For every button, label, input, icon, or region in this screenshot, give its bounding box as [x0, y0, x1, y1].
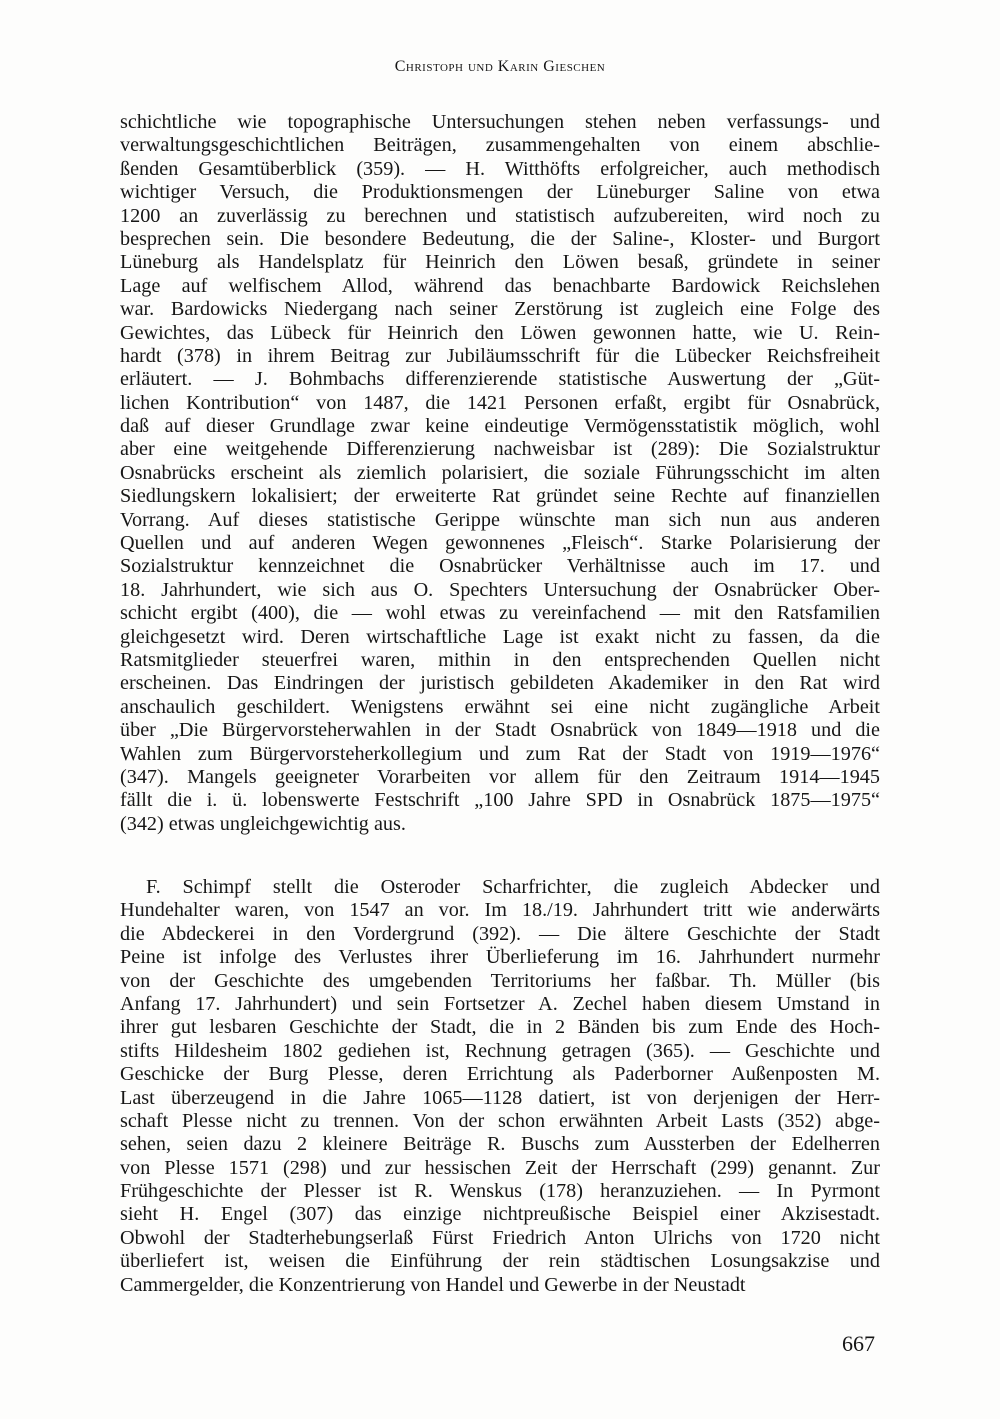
text-line: Lüneburg als Handelsplatz für Heinrich den Löwen besaß, gründete in seiner: [120, 251, 880, 274]
paragraph-1: [120, 111, 880, 836]
text-line: sehen, seien dazu 2 kleinere Beiträge R. Buschs zum Aussterben der Edelherren: [120, 1133, 880, 1156]
text-line: ihrer gut lesbaren Geschichte der Stadt, die in 2 Bänden bis zum Ende des Hoch-: [120, 1016, 880, 1039]
text-line: sieht H. Engel (307) das einzige nichtpreußische Beispiel einer Akzisestadt.: [120, 1203, 880, 1226]
text-line: Lage auf welfischem Allod, während das benachbarte Bardowick Reichslehen: [120, 274, 880, 297]
text-line: schicht ergibt (400), die — wohl etwas zu vereinfachend — mit den Ratsfamilien: [120, 602, 880, 625]
text-line: aber eine weitgehende Differenzierung nachweisbar ist (289): Die Sozialstruktur: [120, 438, 880, 461]
text-line: schaft Plesse nicht zu trennen. Von der schon erwähnten Arbeit Lasts (352) abge-: [120, 1109, 880, 1132]
text-line: Vorrang. Auf dieses statistische Gerippe wünschte man sich nun aus anderen: [120, 508, 880, 531]
text-line: schichtliche wie topographische Untersuchungen stehen neben verfassungs- und: [120, 111, 880, 133]
text-line: besprechen sein. Die besondere Bedeutung, die der Saline-, Kloster- und Burgort: [120, 227, 880, 250]
page-number: 667: [842, 1331, 875, 1356]
text-line: (347). Mangels geeigneter Vorarbeiten vor allem für den Zeitraum 1914—1945: [120, 765, 880, 788]
text-line: Frühgeschichte der Plesser ist R. Wenskus (178) heranzuziehen. — In Pyrmont: [120, 1180, 880, 1203]
text-line: Anfang 17. Jahrhundert) und sein Fortsetzer A. Zechel haben diesem Umstand in: [120, 992, 880, 1015]
text-line: wichtiger Versuch, die Produktionsmengen der Lüneburger Saline von etwa: [120, 181, 880, 204]
text-line: Siedlungskern lokalisiert; der erweiterte Rat gründet seine Rechte auf finanziellen: [120, 485, 880, 508]
text-line: (342) etwas ungleichgewichtig aus.: [120, 812, 406, 835]
text-line: hardt (378) in ihrem Beitrag zur Jubiläumsschrift für die Lübecker Reichsfreiheit: [120, 344, 880, 367]
text-line: Gewichtes, das Lübeck für Heinrich den Löwen gewonnen hatte, wie U. Rein-: [120, 321, 880, 344]
text-line: war. Bardowicks Niedergang nach seiner Zerstörung ist zugleich eine Folge des: [120, 298, 880, 321]
text-line: Ratsmitglieder steuerfrei waren, mithin in den entsprechenden Quellen nicht: [120, 648, 880, 671]
text-line: verwaltungsgeschichtlichen Beiträgen, zusammengehalten von einem abschlie-: [120, 134, 880, 157]
text-line: daß auf dieser Grundlage zwar keine eindeutige Vermögensstatistik möglich, wohl: [120, 415, 880, 438]
text-line: von der Geschichte des umgebenden Territoriums her faßbar. Th. Müller (bis: [120, 969, 880, 992]
text-line: Hundehalter waren, von 1547 an vor. Im 18./19. Jahrhundert tritt wie anderwärts: [120, 899, 880, 922]
text-line: Last überzeugend in die Jahre 1065—1128 datiert, ist von derjenigen der Herr-: [120, 1086, 880, 1109]
running-header: Christoph und Karin Gieschen: [394, 58, 606, 75]
text-line: gleichgesetzt wird. Deren wirtschaftliche Lage ist exakt nicht zu fassen, da die: [120, 625, 880, 648]
text-line: fällt die i. ü. lobenswerte Festschrift „100 Jahre SPD in Osnabrück 1875—1975“: [120, 789, 880, 812]
text-line: Quellen und auf anderen Wegen gewonnenes „Fleisch“. Starke Polarisierung der: [120, 532, 880, 555]
text-line: ßenden Gesamtüberblick (359). — H. Witthöfts erfolgreicher, auch methodisch: [120, 157, 880, 180]
text-line: Sozialstruktur kennzeichnet die Osnabrücker Verhältnisse auch im 17. und: [120, 555, 880, 578]
text-line: 1200 an zuverlässig zu berechnen und statistisch aufzubereiten, wird noch zu: [120, 204, 880, 227]
text-line: die Abdeckerei in den Vordergrund (392). — Die ältere Geschichte der Stadt: [120, 922, 880, 945]
text-line: erscheinen. Das Eindringen der juristisch gebildeten Akademiker in den Rat wird: [120, 672, 880, 695]
text-line: erläutert. — J. Bohmbachs differenzierende statistische Auswertung der „Güt-: [120, 368, 880, 391]
text-line: Wahlen zum Bürgervorsteherkollegium und zum Rat der Stadt von 1919—1976“: [120, 742, 880, 765]
text-line: von Plesse 1571 (298) und zur hessischen Zeit der Herrschaft (299) genannt. Zur: [120, 1156, 880, 1179]
text-line: über „Die Bürgervorsteherwahlen in der Stadt Osnabrück von 1849—1918 und die: [120, 719, 880, 742]
text-line: Geschicke der Burg Plesse, deren Errichtung als Paderborner Außenposten M.: [120, 1063, 880, 1086]
text-line: Peine ist infolge des Verlustes ihrer Überlieferung im 16. Jahrhundert nurmehr: [120, 946, 880, 969]
paragraph-2: [120, 876, 880, 1297]
text-line: Obwohl der Stadterhebungserlaß Fürst Friedrich Anton Ulrichs von 1720 nicht: [120, 1226, 880, 1249]
text-line: 18. Jahrhundert, wie sich aus O. Spechters Untersuchung der Osnabrücker Ober-: [120, 578, 880, 601]
text-line: F. Schimpf stellt die Osteroder Scharfrichter, die zugleich Abdecker und: [146, 876, 880, 898]
text-line: anschaulich geschildert. Wenigstens erwähnt sei eine nicht zugängliche Arbeit: [120, 695, 880, 718]
text-line: überliefert ist, weisen die Einführung der rein städtischen Losungsakzise und: [120, 1250, 880, 1273]
text-line: stifts Hildesheim 1802 gediehen ist, Rechnung getragen (365). — Geschichte und: [120, 1039, 880, 1062]
text-line: Osnabrücks erscheint als ziemlich polarisiert, die soziale Führungsschicht im alten: [120, 461, 880, 484]
text-line: Cammergelder, die Konzentrierung von Handel und Gewerbe in der Neustadt: [120, 1273, 746, 1296]
text-line: lichen Kontribution“ von 1487, die 1421 Personen erfaßt, ergibt für Osnabrück,: [120, 391, 880, 414]
